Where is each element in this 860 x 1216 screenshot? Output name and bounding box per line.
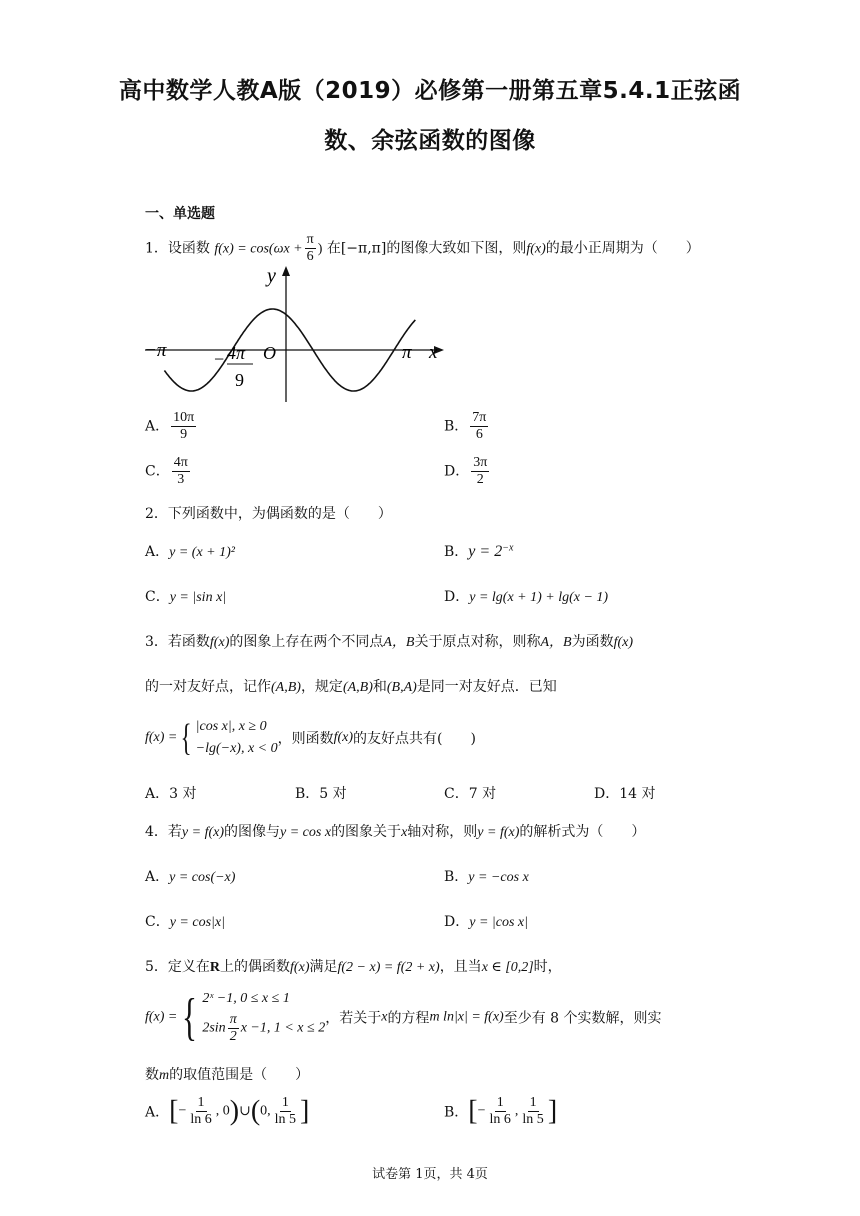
graph-neg-pi-label: −π	[144, 340, 167, 361]
section-heading: 一、单选题	[145, 206, 215, 222]
q5-option-b[interactable]: B．[− $\frac{1}{\ln 6}$ , $\frac{1}{\ln 5}$ ]	[444, 1095, 558, 1127]
q3-option-d[interactable]: D．14 对	[594, 786, 656, 802]
q3-option-b[interactable]: B．5 对	[295, 786, 347, 802]
graph-tick-den: 9	[235, 370, 244, 390]
graph-y-label: y	[267, 265, 276, 287]
q4-stem: 4．若y = f(x)的图像与y = cos x的图象关于x轴对称，则y = f(x)的解析式为（ ）	[145, 824, 646, 840]
q1-option-c[interactable]: C． $\frac{4\pi}{3}$	[145, 455, 188, 487]
page-title-line1: 高中数学人教A版（2019）必修第一册第五章5.4.1正弦函	[118, 78, 742, 104]
graph-origin-label: O	[263, 343, 276, 363]
q1-option-b[interactable]: B． $\frac{7\pi}{6}$	[444, 410, 487, 442]
q5-line1: 5．定义在R上的偶函数f(x)满足f(2 − x) = f(2 + x)，且当x ∈ [0,2]时，	[145, 959, 562, 975]
graph-x-label: x	[429, 342, 438, 363]
q4-option-c[interactable]: C．y = cos|x|	[145, 914, 225, 930]
q5-brace: {	[182, 988, 198, 1046]
q1-pi-over-6: $\frac{\pi}{6}$	[306, 232, 314, 264]
q2-option-d[interactable]: D．y = lg(x + 1) + lg(x − 1)	[444, 589, 609, 605]
q3-line2: 的一对友好点，记作(A,B)，规定(A,B)和(B,A)是同一对友好点．已知	[145, 679, 557, 695]
q3-piecewise: f(x) ={ |cos x|, x ≥ 0 −lg(−x), x < 0 ，则函数f(x)的友好点共有( )	[145, 717, 476, 759]
q3-option-a[interactable]: A．3 对	[145, 786, 197, 802]
q2-stem: 2．下列函数中，为偶函数的是（ ）	[145, 506, 392, 522]
q2-option-b[interactable]: B．$y = 2^{-x}$	[444, 542, 514, 560]
q2-option-c[interactable]: C．y = |sin x|	[145, 589, 227, 605]
page-title-line2: 数、余弦函数的图像	[324, 128, 536, 154]
q4-option-a[interactable]: A．y = cos(−x)	[145, 869, 236, 885]
q5-piecewise: f(x) ={ 2ˣ −1, 0 ≤ x ≤ 1 2sin $\frac{\pi}{2}$ x −1, 1 < x ≤ 2 ，若关于x的方程m ln|x| = f(x)至少有 8 个实数解，则实	[145, 988, 662, 1046]
q4-option-b[interactable]: B．y = −cos x	[444, 869, 529, 885]
q3-option-c[interactable]: C．7 对	[444, 786, 497, 802]
q3-brace: {	[181, 717, 192, 759]
q2-option-a[interactable]: A．y = (x + 1)²	[145, 544, 235, 560]
q1-stem: 1．设函数 f(x) = cos(ωx + $\frac{\pi}{6}$ ) 在[−π,π]的图像大致如下图，则f(x)的最小正周期为（ ）	[145, 232, 700, 264]
graph-tick-sign: −	[214, 349, 225, 369]
q3-line1: 3．若函数f(x)的图象上存在两个不同点A，B关于原点对称，则称A，B为函数f(x)	[145, 634, 634, 650]
graph-pi-label: π	[402, 342, 412, 363]
q1-option-a[interactable]: A． $\frac{10\pi}{9}$	[145, 410, 195, 442]
graph-tick-num: 4π	[227, 343, 246, 363]
q1-cosine-graph	[140, 262, 450, 404]
q4-option-d[interactable]: D．y = |cos x|	[444, 914, 528, 930]
q5-line3: 数m的取值范围是（ ）	[145, 1067, 310, 1083]
page-footer: 试卷第 1页，共 4页	[372, 1167, 488, 1182]
q5-option-a[interactable]: A．[− $\frac{1}{\ln 6}$ , 0)∪(0, $\frac{1}{\ln 5}$ ]	[145, 1095, 310, 1127]
q1-option-d[interactable]: D． $\frac{3\pi}{2}$	[444, 455, 488, 487]
